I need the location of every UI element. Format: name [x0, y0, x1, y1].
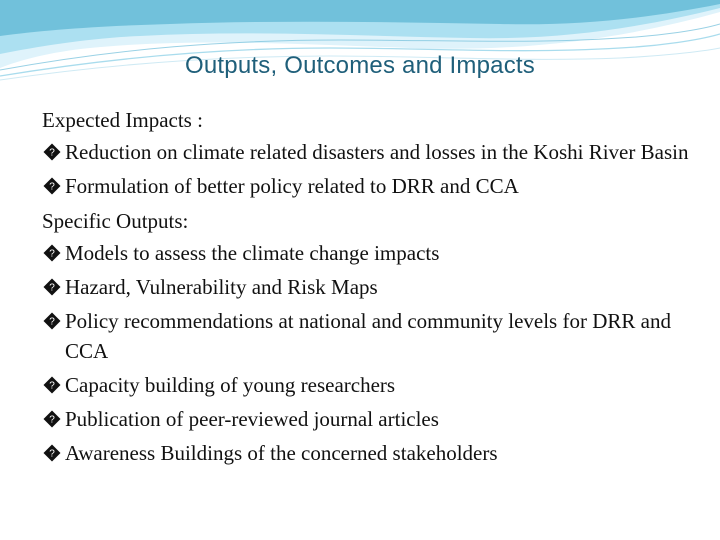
list-item-text: Formulation of better policy related to DRR and CCA [65, 174, 519, 198]
svg-text:?: ? [49, 181, 55, 193]
list-item [42, 306, 692, 366]
list-item-text: Awareness Buildings of the concerned stakeholders [65, 441, 498, 465]
section-heading-specific-outputs: Specific Outputs: [42, 209, 189, 233]
slide-body [42, 104, 692, 472]
missing-glyph-icon [42, 375, 62, 395]
list-item-text: Models to assess the climate change impacts [65, 241, 440, 265]
svg-text:?: ? [49, 248, 55, 260]
svg-text:?: ? [49, 147, 55, 159]
list-item [42, 272, 692, 302]
missing-glyph-icon [42, 277, 62, 297]
list-item [42, 404, 692, 434]
svg-text:?: ? [49, 316, 55, 328]
missing-glyph-icon [42, 443, 62, 463]
svg-text:?: ? [49, 380, 55, 392]
slide-title: Outputs, Outcomes and Impacts [185, 52, 535, 79]
list-item-text: Publication of peer-reviewed journal articles [65, 407, 439, 431]
list-item [42, 137, 692, 167]
list-item [42, 438, 692, 468]
missing-glyph-icon [42, 176, 62, 196]
missing-glyph-icon [42, 311, 62, 331]
svg-text:?: ? [49, 414, 55, 426]
section-heading-expected-impacts: Expected Impacts : [42, 108, 203, 132]
list-item [42, 370, 692, 400]
list-item [42, 238, 692, 268]
list-item-text: Hazard, Vulnerability and Risk Maps [65, 275, 378, 299]
list-item-text: Capacity building of young researchers [65, 373, 396, 397]
svg-text:?: ? [49, 282, 55, 294]
missing-glyph-icon [42, 142, 62, 162]
svg-text:?: ? [49, 448, 55, 460]
list-item [42, 171, 692, 201]
missing-glyph-icon [42, 409, 62, 429]
list-item-text: Reduction on climate related disasters and losses in the Koshi River Basin [65, 140, 689, 164]
missing-glyph-icon [42, 243, 62, 263]
list-item-text: Policy recommendations at national and community levels for DRR and CCA [65, 309, 671, 363]
